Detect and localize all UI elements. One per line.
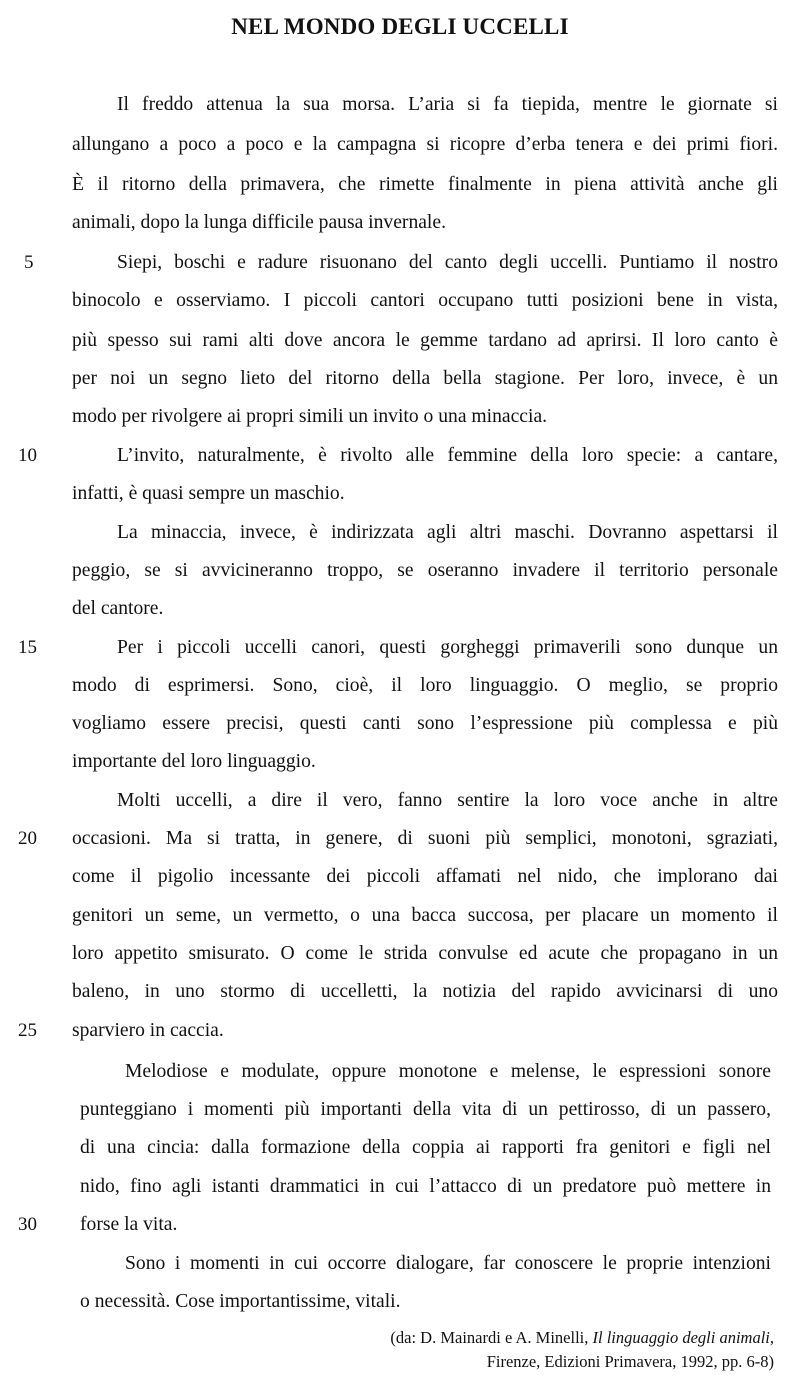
text-line: per noi un segno lieto del ritorno della bella stagione. Per loro, invece, è un bbox=[72, 368, 778, 389]
text-line: modo di esprimersi. Sono, cioè, il loro linguaggio. O meglio, se proprio bbox=[72, 675, 778, 696]
text-line: peggio, se si avvicineranno troppo, se oseranno invadere il territorio personale bbox=[72, 560, 778, 581]
text-line: come il pigolio incessante dei piccoli affamati nel nido, che implorano dai bbox=[72, 866, 778, 887]
line-number: 5 bbox=[24, 252, 34, 273]
text-line: Sono i momenti in cui occorre dialogare, far conoscere le proprie intenzioni bbox=[125, 1253, 771, 1274]
citation-prefix: (da: D. Mainardi e A. Minelli, bbox=[390, 1328, 593, 1347]
text-line: sparviero in caccia. bbox=[72, 1020, 224, 1041]
text-line: La minaccia, invece, è indirizzata agli altri maschi. Dovranno aspettarsi il bbox=[117, 522, 778, 543]
text-line: Melodiose e modulate, oppure monotone e melense, le espressioni sonore bbox=[125, 1061, 771, 1082]
text-line: modo per rivolgere ai propri simili un invito o una minaccia. bbox=[72, 406, 548, 427]
text-line: punteggiano i momenti più importanti della vita di un pettirosso, di un passero, bbox=[80, 1099, 771, 1120]
text-line: più spesso sui rami alti dove ancora le gemme tardano ad aprirsi. Il loro canto è bbox=[72, 330, 778, 351]
text-line: o necessità. Cose importantissime, vitali. bbox=[80, 1291, 401, 1312]
text-line: allungano a poco a poco e la campagna si ricopre d’erba tenera e dei primi fiori. bbox=[72, 134, 778, 155]
line-number: 10 bbox=[18, 445, 37, 466]
citation-suffix: , bbox=[769, 1328, 774, 1347]
text-line: baleno, in uno stormo di uccelletti, la notizia del rapido avvicinarsi di uno bbox=[72, 981, 778, 1002]
text-line: di una cincia: dalla formazione della coppia ai rapporti fra genitori e figli nel bbox=[80, 1137, 771, 1158]
text-line: Siepi, boschi e radure risuonano del canto degli uccelli. Puntiamo il nostro bbox=[117, 252, 778, 273]
text-line: forse la vita. bbox=[80, 1214, 178, 1235]
citation-line-1 bbox=[390, 1330, 774, 1347]
page-title: NEL MONDO DEGLI UCCELLI bbox=[231, 14, 569, 39]
line-number: 30 bbox=[18, 1214, 37, 1235]
text-line: vogliamo essere precisi, questi canti sono l’espressione più complessa e più bbox=[72, 713, 778, 734]
text-line: nido, fino agli istanti drammatici in cui l’attacco di un predatore può mettere in bbox=[80, 1176, 771, 1197]
line-number: 25 bbox=[18, 1020, 37, 1041]
text-line: È il ritorno della primavera, che rimette finalmente in piena attività anche gli bbox=[72, 174, 778, 195]
line-number: 15 bbox=[18, 637, 37, 658]
text-line: del cantore. bbox=[72, 598, 164, 619]
text-line: loro appetito smisurato. O come le strida convulse ed acute che propagano in un bbox=[72, 943, 778, 964]
line-number: 20 bbox=[18, 828, 37, 849]
citation-book-title: Il linguaggio degli animali bbox=[592, 1328, 770, 1347]
text-line: importante del loro linguaggio. bbox=[72, 751, 316, 772]
text-line: genitori un seme, un vermetto, o una bacca succosa, per placare un momento il bbox=[72, 905, 778, 926]
text-line: occasioni. Ma si tratta, in genere, di suoni più semplici, monotoni, sgraziati, bbox=[72, 828, 778, 849]
text-line: Molti uccelli, a dire il vero, fanno sentire la loro voce anche in altre bbox=[117, 790, 778, 811]
citation-line-2: Firenze, Edizioni Primavera, 1992, pp. 6-8) bbox=[486, 1352, 774, 1371]
text-line: L’invito, naturalmente, è rivolto alle femmine della loro specie: a cantare, bbox=[117, 445, 778, 466]
text-line: Il freddo attenua la sua morsa. L’aria si fa tiepida, mentre le giornate si bbox=[117, 94, 778, 115]
text-line: infatti, è quasi sempre un maschio. bbox=[72, 483, 345, 504]
text-line: animali, dopo la lunga difficile pausa invernale. bbox=[72, 212, 446, 233]
text-line: Per i piccoli uccelli canori, questi gorgheggi primaverili sono dunque un bbox=[117, 637, 778, 658]
text-line: binocolo e osserviamo. I piccoli cantori occupano tutti posizioni bene in vista, bbox=[72, 290, 778, 311]
